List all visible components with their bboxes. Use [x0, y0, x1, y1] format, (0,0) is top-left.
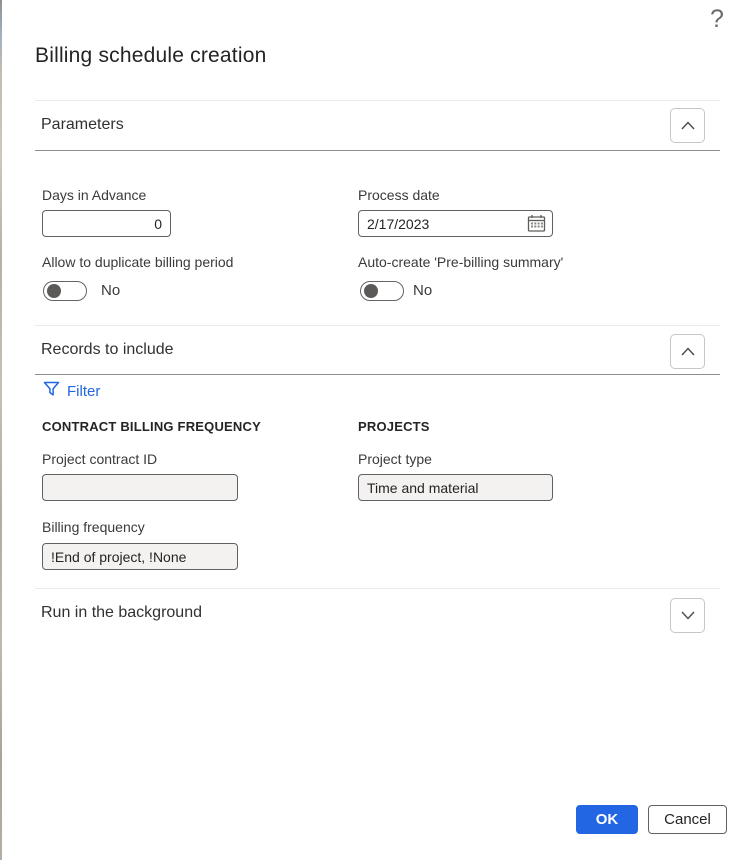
- process-date-input[interactable]: [358, 210, 553, 237]
- section-header-records: Records to include: [41, 341, 174, 358]
- calendar-icon[interactable]: [527, 214, 546, 238]
- divider: [35, 374, 720, 375]
- filter-funnel-icon: [43, 381, 60, 401]
- divider: [35, 150, 720, 151]
- billing-frequency-label: Billing frequency: [42, 519, 145, 535]
- contract-billing-frequency-header: CONTRACT BILLING FREQUENCY: [42, 419, 261, 434]
- collapse-records-button[interactable]: [670, 334, 705, 369]
- filter-link-label: Filter: [67, 382, 101, 400]
- days-in-advance-input[interactable]: [42, 210, 171, 237]
- project-type-label: Project type: [358, 451, 432, 467]
- project-type-input[interactable]: [358, 474, 553, 501]
- section-header-run-background: Run in the background: [41, 604, 202, 621]
- process-date-field: [358, 210, 553, 237]
- days-in-advance-label: Days in Advance: [42, 187, 147, 203]
- background-page-sliver: [0, 0, 2, 860]
- collapse-parameters-button[interactable]: [670, 108, 705, 143]
- project-contract-id-input[interactable]: [42, 474, 238, 501]
- project-contract-id-label: Project contract ID: [42, 451, 158, 467]
- expand-run-background-button[interactable]: [670, 598, 705, 633]
- page-title: Billing schedule creation: [35, 44, 267, 67]
- section-header-parameters: Parameters: [41, 116, 124, 133]
- allow-duplicate-label: Allow to duplicate billing period: [42, 254, 234, 270]
- billing-frequency-input[interactable]: [42, 543, 238, 570]
- help-icon[interactable]: ?: [710, 5, 724, 33]
- divider: [35, 588, 720, 589]
- toggle-knob: [47, 284, 61, 298]
- auto-create-label: Auto-create 'Pre-billing summary': [358, 254, 564, 270]
- chevron-down-icon: [681, 608, 695, 623]
- allow-duplicate-toggle[interactable]: [43, 281, 87, 301]
- auto-create-state: No: [413, 282, 433, 299]
- allow-duplicate-state: No: [101, 282, 121, 299]
- toggle-knob: [364, 284, 378, 298]
- auto-create-toggle[interactable]: [360, 281, 404, 301]
- divider: [35, 100, 720, 101]
- cancel-button[interactable]: Cancel: [648, 805, 727, 834]
- ok-button[interactable]: OK: [576, 805, 638, 834]
- chevron-up-icon: [681, 118, 695, 133]
- process-date-label: Process date: [358, 187, 440, 203]
- filter-link[interactable]: [43, 381, 100, 401]
- chevron-up-icon: [681, 344, 695, 359]
- divider: [35, 325, 720, 326]
- projects-header: PROJECTS: [358, 419, 430, 434]
